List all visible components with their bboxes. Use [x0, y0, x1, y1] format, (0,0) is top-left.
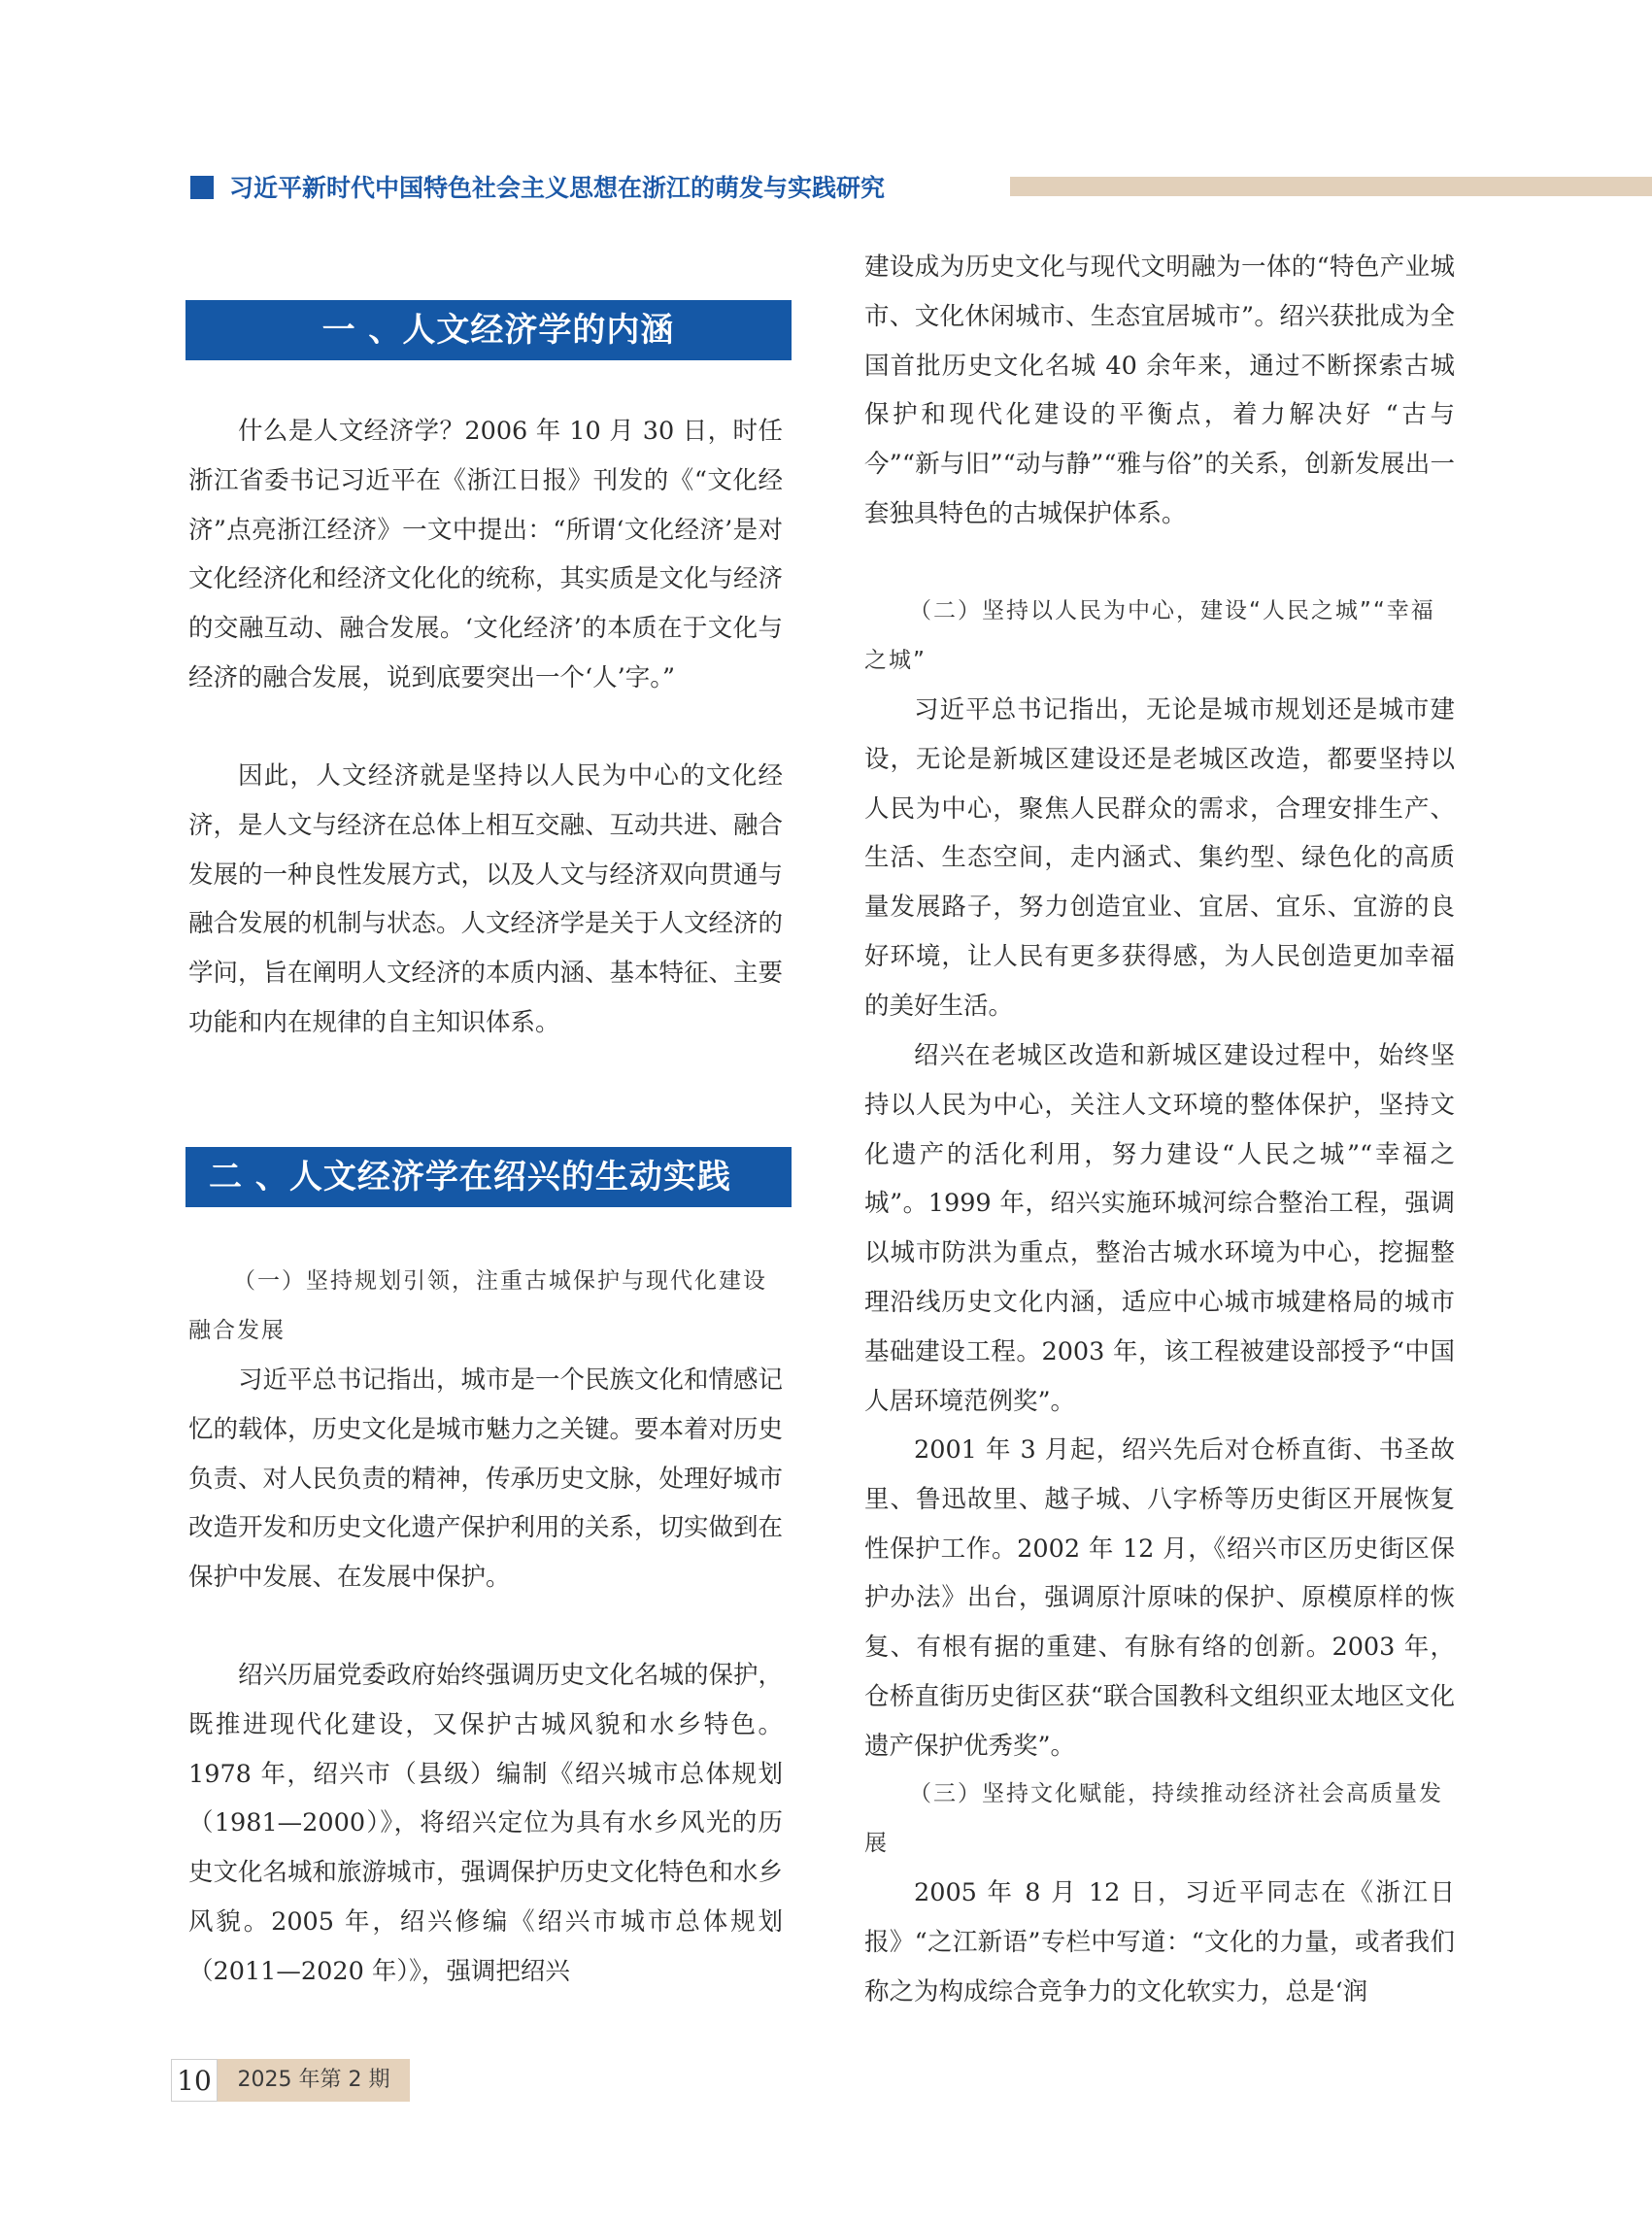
- left-paragraph-4: 绍兴历届党委政府始终强调历史文化名城的保护，既推进现代化建设，又保护古城风貌和水乡特色。1978 年，绍兴市（县级）编制《绍兴城市总体规划（1981—2000）》，将绍兴定位为具有水乡风光的历史文化名城和旅游城市，强调保护历史文化特色和水乡风貌。2005 年，绍兴修编《绍兴市城市总体规划（2011—2020 年）》，强调把绍兴: [188, 1661, 784, 1986]
- right-paragraph-3: 绍兴在老城区改造和新城区建设过程中，始终坚持以人民为中心，关注人文环境的整体保护，坚持文化遗产的活化利用，努力建设“人民之城”“幸福之城”。1999 年，绍兴实施环城河综合整治工程，强调以城市防洪为重点，整治古城水环境为中心，挖掘整理沿线历史文化内涵，适应中心城市城建格局的城市基础建设工程。2003 年，该工程被建设部授予“中国人居环境范例奖”。: [864, 1041, 1455, 1416]
- left-paragraph-2: 因此，人文经济就是坚持以人民为中心的文化经济，是人文与经济在总体上相互交融、互动共进、融合发展的一种良性发展方式，以及人文与经济双向贯通与融合发展的机制与状态。人文经济学是关于人文经济的学问，旨在阐明人文经济的本质内涵、基本特征、主要功能和内在规律的自主知识体系。: [188, 761, 784, 1037]
- page-number: 10: [171, 2059, 218, 2102]
- right-paragraph-5: 2005 年 8 月 12 日，习近平同志在《浙江日报》“之江新语”专栏中写道：“文化的力量，或者我们称之为构成综合竞争力的文化软实力，总是‘润: [864, 1878, 1455, 2006]
- section-1-title: 一 、人文经济学的内涵: [185, 300, 792, 360]
- right-paragraph-1: 建设成为历史文化与现代文明融为一体的“特色产业城市、文化休闲城市、生态宜居城市”。绍兴获批成为全国首批历史文化名城 40 余年来，通过不断探索古城保护和现代化建设的平衡点，着力解决好 “古与今”“新与旧”“动与静”“雅与俗”的关系，创新发展出一套独具特色的古城保护体系。: [864, 253, 1455, 528]
- header-decor-bar: [1010, 177, 1652, 196]
- running-header: [190, 173, 1652, 202]
- subsection-3-heading: （三）坚持文化赋能，持续推动经济社会高质量发展: [864, 1781, 1443, 1856]
- issue-label: 2025 年第 2 期: [218, 2059, 410, 2102]
- subsection-1-heading: （一）坚持规划引领，注重古城保护与现代化建设融合发展: [188, 1268, 767, 1343]
- subsection-2-heading: （二）坚持以人民为中心，建设“人民之城”“幸福之城”: [864, 598, 1435, 673]
- right-paragraph-2: 习近平总书记指出，无论是城市规划还是城市建设，无论是新城区建设还是老城区改造，都要坚持以人民为中心，聚焦人民群众的需求，合理安排生产、生活、生态空间，走内涵式、集约型、绿色化的高质量发展路子，努力创造宜业、宜居、宜乐、宜游的良好环境，让人民有更多获得感，为人民创造更加幸福的美好生活。: [864, 695, 1455, 1021]
- header-title: 习近平新时代中国特色社会主义思想在浙江的萌发与实践研究: [229, 174, 886, 202]
- right-paragraph-4: 2001 年 3 月起，绍兴先后对仓桥直街、书圣故里、鲁迅故里、越子城、八字桥等历史街区开展恢复性保护工作。2002 年 12 月，《绍兴市区历史街区保护办法》出台，强调原汁原味的保护、原模原样的恢复、有根有据的重建、有脉有络的创新。2003 年，仓桥直街历史街区获“联合国教科文组织亚太地区文化遗产保护优秀奖”。: [864, 1435, 1455, 1761]
- section-2-title: 二 、人文经济学在绍兴的生动实践: [185, 1147, 792, 1207]
- header-square-marker: [190, 176, 214, 199]
- page-footer: [171, 2059, 423, 2102]
- left-paragraph-3: 习近平总书记指出，城市是一个民族文化和情感记忆的载体，历史文化是城市魅力之关键。要本着对历史负责、对人民负责的精神，传承历史文脉，处理好城市改造开发和历史文化遗产保护利用的关系，切实做到在保护中发展、在发展中保护。: [188, 1365, 784, 1593]
- left-paragraph-1: 什么是人文经济学？2006 年 10 月 30 日，时任浙江省委书记习近平在《浙江日报》刊发的《“文化经济”点亮浙江经济》一文中提出：“所谓‘文化经济’是对文化经济化和经济文化化的统称，其实质是文化与经济的交融互动、融合发展。‘文化经济’的本质在于文化与经济的融合发展，说到底要突出一个‘人’字。”: [188, 417, 784, 692]
